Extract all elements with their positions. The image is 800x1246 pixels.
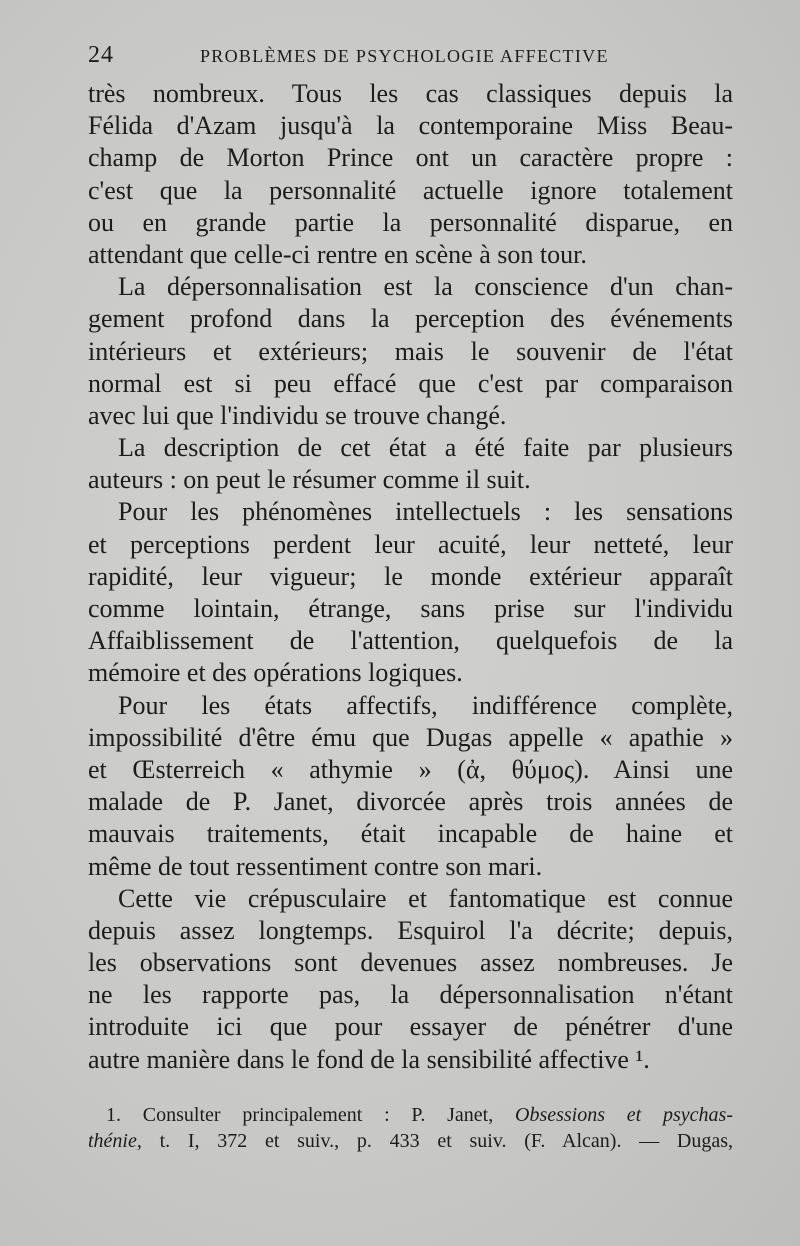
running-title: PROBLÈMES DE PSYCHOLOGIE AFFECTIVE — [200, 46, 609, 66]
text-line: ou en grande partie la personnalité disparue, en — [88, 207, 733, 237]
text-line: champ de Morton Prince ont un caractère propre : — [88, 143, 733, 173]
text-line: et perceptions perdent leur acuité, leur netteté, leur — [88, 529, 733, 559]
text-line: comme lointain, étrange, sans prise sur l'individu — [88, 594, 733, 623]
footnote-line — [88, 1128, 733, 1154]
text-line: impossibilité d'être ému que Dugas appelle « apathie » — [88, 722, 733, 752]
text-line: très nombreux. Tous les cas classiques depuis la — [88, 79, 733, 108]
text-line: gement profond dans la perception des événements — [88, 304, 733, 334]
text-line: introduite ici que pour essayer de pénétrer d'une — [88, 1012, 733, 1042]
footnote-line — [88, 1102, 733, 1128]
page-number: 24 — [88, 42, 114, 68]
text-line: et Œsterreich « athymie » (ἀ, θύμος). Ainsi une — [88, 754, 733, 784]
paragraph-start-line: Cette vie crépusculaire et fantomatique est connue — [118, 883, 733, 913]
text-line: Félida d'Azam jusqu'à la contemporaine Miss Beau- — [88, 111, 733, 141]
paragraph-start-line: Pour les phénomènes intellectuels : les sensations — [118, 497, 733, 527]
text-line: normal est si peu effacé que c'est par comparaison — [88, 368, 733, 398]
paragraph-start-line: La dépersonnalisation est la conscience d'un chan- — [118, 272, 733, 302]
paragraph-start-line: Pour les états affectifs, indifférence complète, — [118, 690, 733, 720]
text-line: autre manière dans le fond de la sensibilité affective ¹. — [88, 1044, 650, 1074]
footnote-text: 1. Consulter principalement : P. Janet, — [106, 1104, 515, 1126]
text-line: depuis assez longtemps. Esquirol l'a décrite; depuis, — [88, 915, 733, 945]
text-line: même de tout ressentiment contre son mari. — [88, 851, 543, 881]
text-line: attendant que celle-ci rentre en scène à son tour. — [88, 239, 587, 269]
text-line: c'est que la personnalité actuelle ignore totalement — [88, 175, 733, 205]
footnote-italic-title: thénie, — [88, 1130, 142, 1152]
text-line: mauvais traitements, était incapable de haine et — [88, 819, 733, 849]
text-line: mémoire et des opérations logiques. — [88, 658, 463, 688]
text-line: les observations sont devenues assez nombreuses. Je — [88, 948, 733, 978]
footnotes — [88, 1102, 733, 1154]
text-line: Affaiblissement de l'attention, quelquefois de la — [88, 626, 733, 656]
text-line: rapidité, leur vigueur; le monde extérieur apparaît — [88, 561, 733, 591]
text-line: auteurs : on peut le résumer comme il suit. — [88, 465, 531, 495]
page-header — [88, 42, 733, 72]
footnote-italic-title: Obsessions et psychas- — [515, 1104, 733, 1126]
text-line: malade de P. Janet, divorcée après trois années de — [88, 787, 733, 817]
paragraph-start-line: La description de cet état a été faite par plusieurs — [118, 433, 733, 463]
footnote-text: t. I, 372 et suiv., p. 433 et suiv. (F. Alcan). — Dugas, — [141, 1130, 733, 1152]
text-line: avec lui que l'individu se trouve changé. — [88, 400, 507, 430]
text-line: ne les rapporte pas, la dépersonnalisation n'étant — [88, 980, 733, 1010]
body-text — [88, 78, 733, 1076]
text-line: intérieurs et extérieurs; mais le souvenir de l'état — [88, 336, 733, 366]
